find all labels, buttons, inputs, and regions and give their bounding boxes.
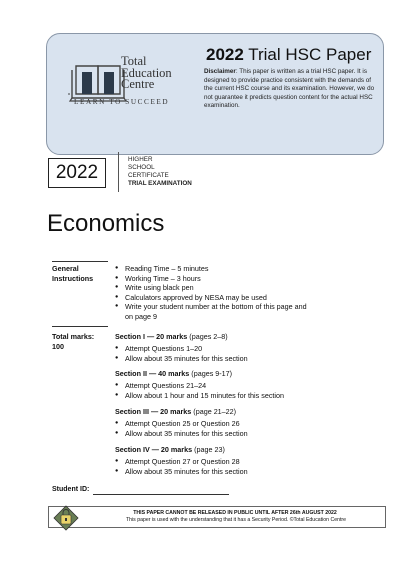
general-instructions-list (115, 264, 385, 312)
list-item: ● Working Time – 3 hours (115, 274, 385, 284)
list-item: ● Allow about 35 minutes for this section (115, 354, 385, 364)
logo-wordmark (121, 56, 172, 91)
section-2-pages: (pages 9-17) (189, 369, 233, 378)
logo-line-3: Centre (121, 77, 155, 91)
paper-title (206, 45, 371, 65)
section-2-list (115, 381, 385, 400)
list-item: ● Attempt Question 27 or Question 28 (115, 457, 385, 467)
list-item: ● Write using black pen (115, 283, 385, 293)
list-item: ● Allow about 35 minutes for this section (115, 429, 385, 439)
hsc-line-2: SCHOOL (128, 164, 155, 171)
logo-line-1: Total (121, 54, 147, 68)
lock-bag-icon (53, 505, 79, 531)
list-item: ● Reading Time – 5 minutes (115, 264, 385, 274)
section-3-pages: (page 21–22) (191, 407, 237, 416)
general-label-line-2: Instructions (52, 273, 94, 283)
hsc-line-4: TRIAL EXAMINATION (128, 180, 192, 187)
general-label-line-1: General (52, 264, 79, 273)
section-2-name: Section II — 40 marks (115, 369, 190, 378)
exam-year-box: 2022 (48, 158, 106, 188)
paper-title-text: Trial HSC Paper (243, 45, 372, 64)
section-1-name: Section I — 20 marks (115, 332, 188, 341)
section-3-name: Section III — 20 marks (115, 407, 192, 416)
logo-tagline: LEARN TO SUCCEED (74, 98, 170, 106)
section-4-heading (115, 445, 225, 455)
section-4-pages: (page 23) (192, 445, 225, 454)
marks-rule (52, 326, 108, 327)
divider (118, 152, 119, 192)
total-marks-line-1: Total marks: (52, 332, 95, 341)
security-notice: This paper is used with the understanding that it has a Security Period. ©Total Education Centre (125, 517, 347, 523)
disclaimer (204, 68, 378, 111)
student-id-field[interactable] (93, 494, 229, 495)
list-item: ● Allow about 35 minutes for this section (115, 467, 385, 477)
hsc-label (128, 156, 192, 188)
section-4-name: Section IV — 20 marks (115, 445, 193, 454)
list-item: ● Attempt Questions 1–20 (115, 344, 385, 354)
total-marks-label (52, 332, 94, 351)
general-instructions-label (52, 264, 93, 283)
section-1-list (115, 344, 385, 363)
section-1-pages: (pages 2–8) (187, 332, 228, 341)
list-item: ● Attempt Questions 21–24 (115, 381, 385, 391)
logo-line-2: Education (121, 65, 172, 80)
section-1-heading (115, 332, 228, 342)
section-4-list (115, 457, 385, 476)
list-item: ● Allow about 1 hour and 15 minutes for this section (115, 391, 385, 401)
list-item: ● Calculators approved by NESA may be used (115, 293, 385, 303)
list-item-continuation: on page 9 (125, 312, 157, 321)
list-item: ● Attempt Question 25 or Question 26 (115, 419, 385, 429)
section-3-list (115, 419, 385, 438)
general-rule (52, 261, 108, 262)
subject-title: Economics (47, 210, 165, 237)
total-marks-value: 100 (52, 341, 64, 351)
disclaimer-text: : This paper is written as a trial HSC paper. It is designed to provide practice consistent with the demands of the current HSC course and its examination. However, we do not guarantee it predicts question content for the actual HSC examination. (204, 68, 375, 110)
section-2-heading (115, 369, 232, 379)
list-item: ● Write your student number at the bottom of this page and (115, 302, 385, 312)
release-notice: THIS PAPER CANNOT BE RELEASED IN PUBLIC UNTIL AFTER 26th AUGUST 2022 (133, 510, 337, 516)
hsc-line-1: HIGHER (128, 156, 153, 163)
student-id-label: Student ID: (52, 486, 90, 493)
hsc-line-3: CERTIFICATE (128, 172, 169, 179)
section-3-heading (115, 407, 236, 417)
paper-title-year: 2022 (206, 45, 244, 64)
disclaimer-label: Disclaimer (204, 68, 236, 75)
